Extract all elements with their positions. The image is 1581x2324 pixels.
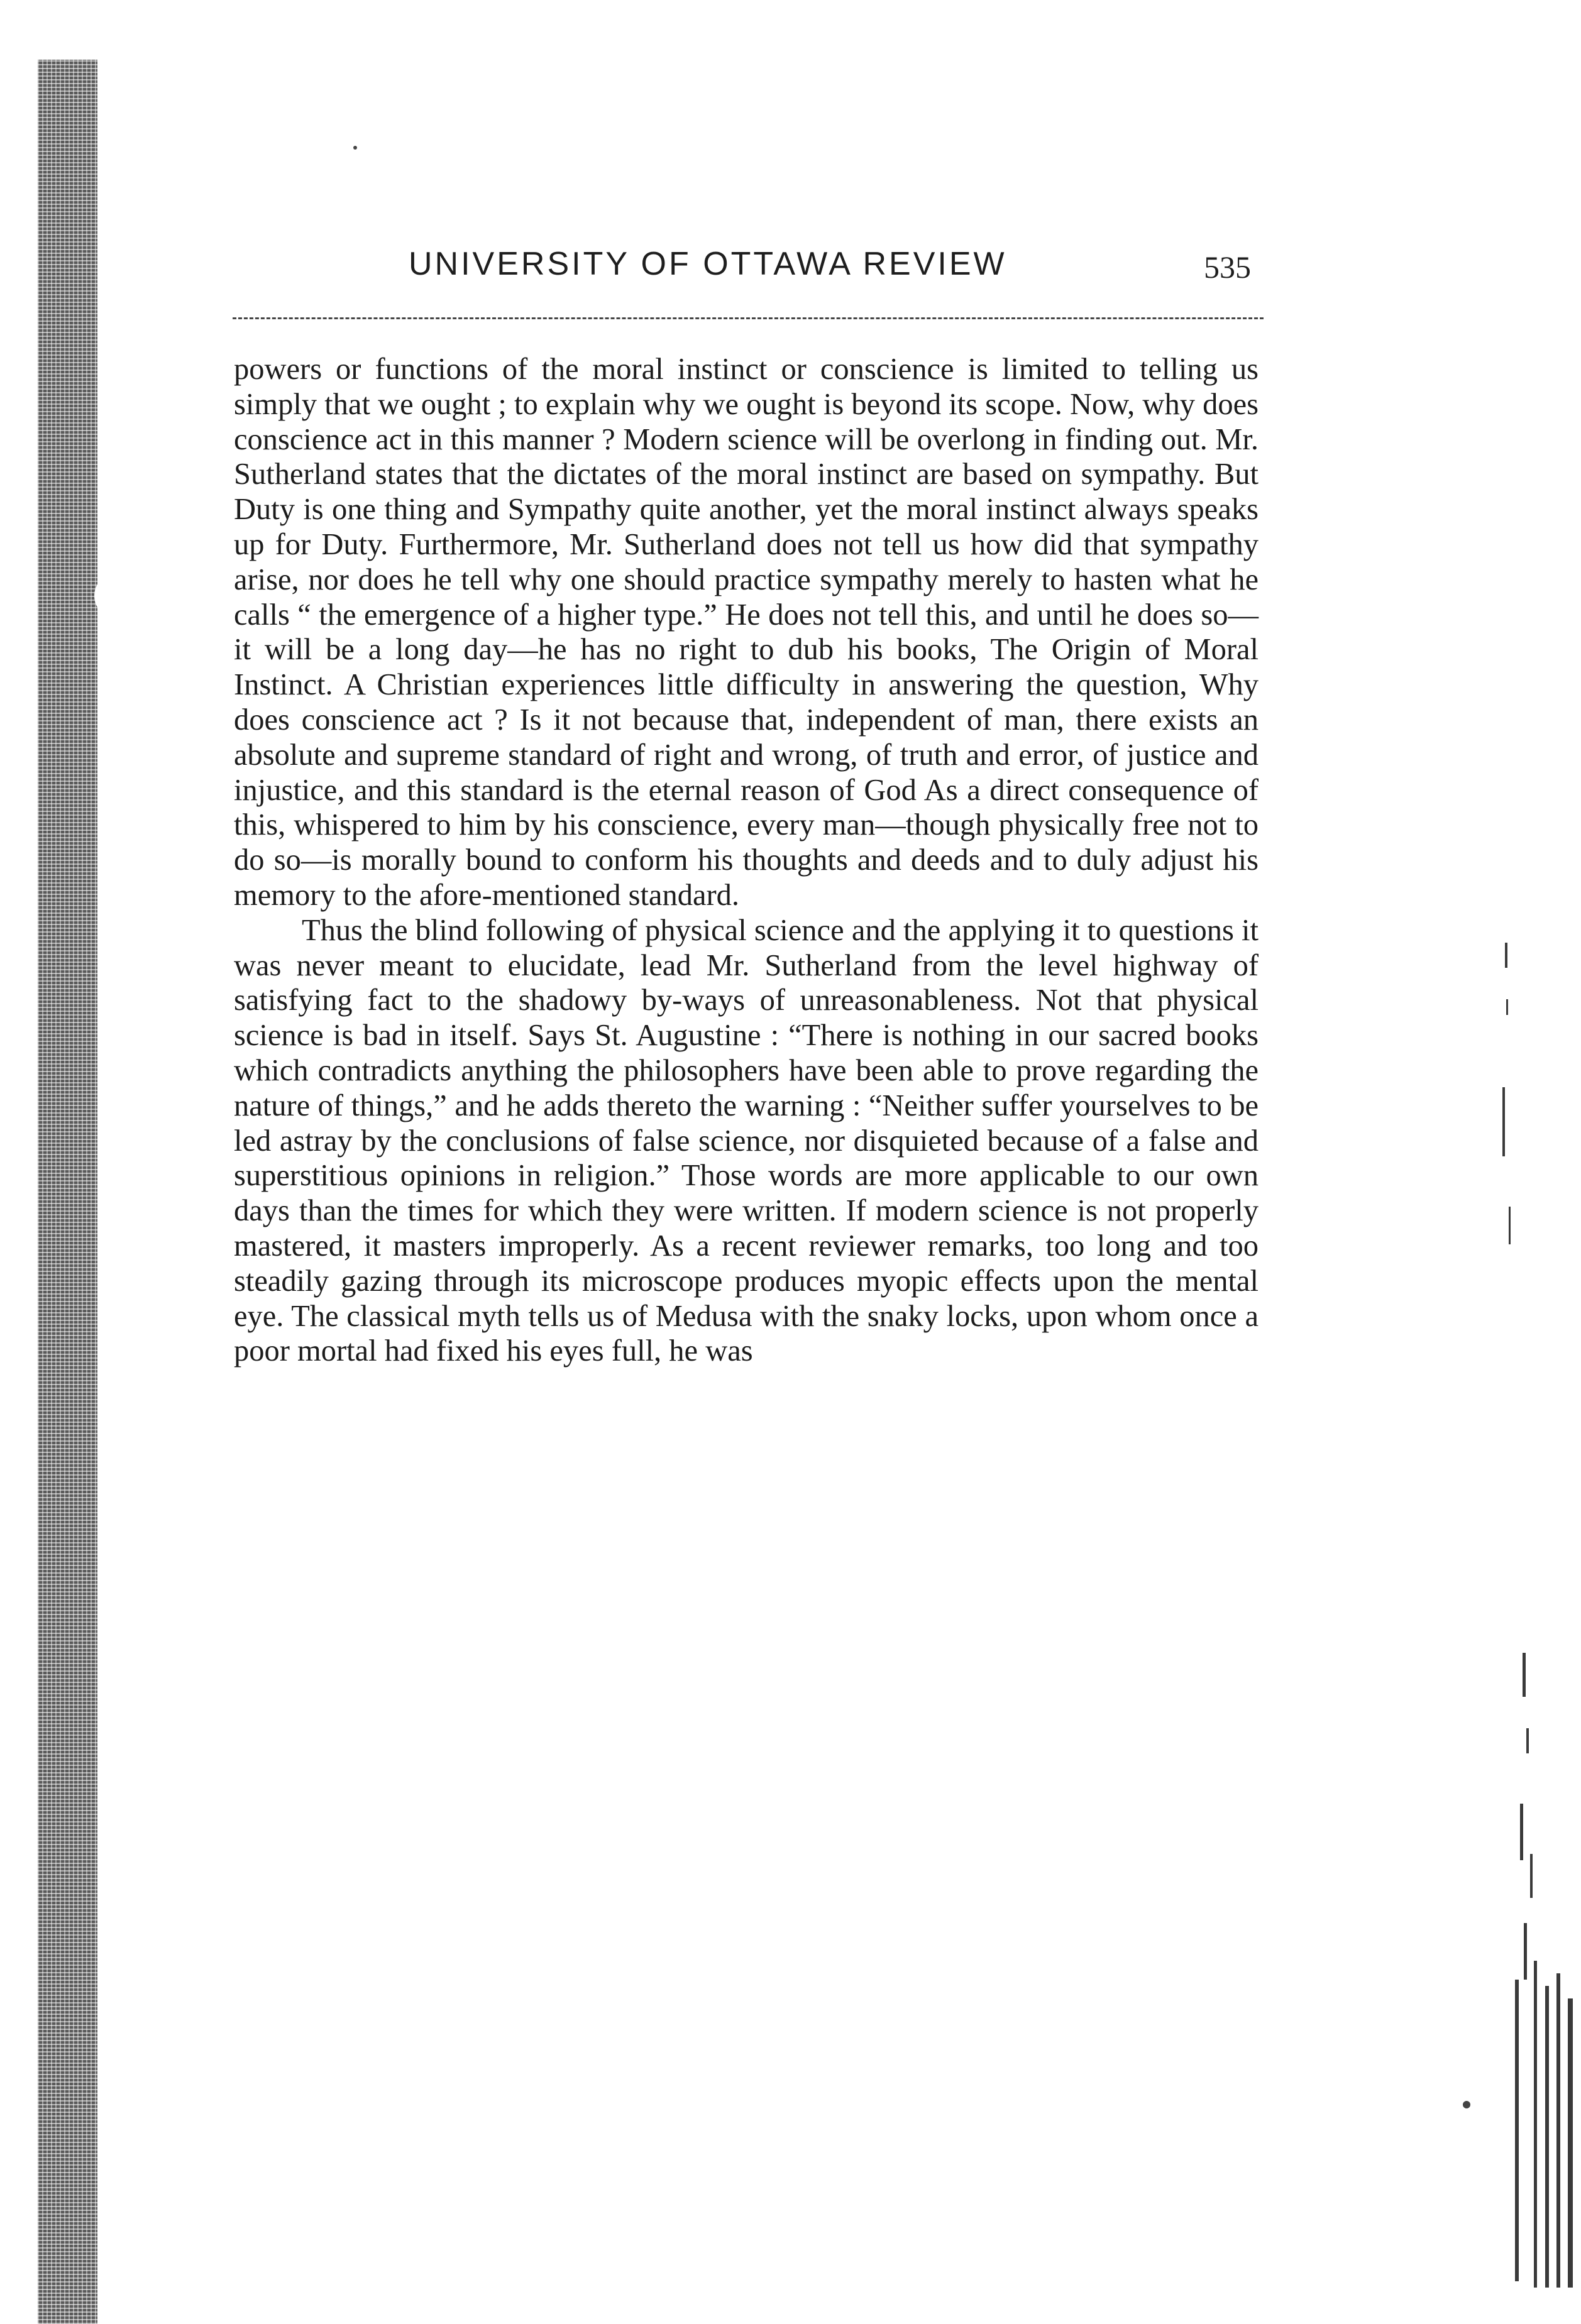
scan-mark xyxy=(1523,1653,1526,1697)
scan-mark xyxy=(1502,1087,1505,1156)
scan-mark xyxy=(1526,1728,1529,1753)
scan-mark xyxy=(1506,999,1508,1015)
scan-mark xyxy=(1520,1804,1523,1860)
scan-mark xyxy=(1556,1973,1560,2288)
scan-mark xyxy=(1534,1961,1537,2288)
scan-mark xyxy=(1524,1923,1527,1980)
scan-mark xyxy=(1545,1986,1549,2288)
running-title: UNIVERSITY OF OTTAWA REVIEW xyxy=(409,246,1007,282)
stray-mark xyxy=(353,146,357,150)
scan-mark xyxy=(1530,1854,1533,1898)
scan-mark xyxy=(1505,943,1507,968)
scanned-binding-edge xyxy=(38,60,97,2324)
binding-notch xyxy=(94,577,124,615)
page-number: 535 xyxy=(1204,249,1251,285)
scan-mark xyxy=(1509,1207,1511,1244)
header-rule xyxy=(233,317,1264,319)
body-text xyxy=(234,352,1259,1369)
paragraph: powers or functions of the moral instinct or conscience is limited to telling us simply that we ought ; to explain why we ought is beyond its scope. Now, why does conscience act in this manner ? Modern science will be overlong in finding out. Mr. Sutherland states that the dictates of the moral instinct are based on sympathy. But Duty is one thing and Sympathy quite another, yet the moral instinct always speaks up for Duty. Furthermore, Mr. Sutherland does not tell us how did that sympathy arise, nor does he tell why one should practice sympathy merely to hasten what he calls “ the emergence of a higher type.” He does not tell this, and until he does so—it will be a long day—he has no right to dub his books, The Origin of Moral Instinct. A Christian experiences little difficulty in answering the question, Why does conscience act ? Is it not because that, independent of man, there exists an absolute and supreme standard of right and wrong, of truth and error, of justice and injustice, and this standard is the eternal reason of God As a direct consequence of this, whispered to him by his conscience, every man—though physically free not to do so—is morally bound to conform his thoughts and deeds and to duly adjust his memory to the afore-mentioned standard. xyxy=(234,353,1259,912)
scan-artifacts xyxy=(1465,943,1581,2294)
paragraph: Thus the blind following of physical science and the applying it to questions it was never meant to elucidate, lead Mr. Sutherland from the level highway of satisfying fact to the shadowy by-ways of unreasonableness. Not that physical science is bad in itself. Says St. Augustine : “There is nothing in our sacred books which contradicts anything the philosophers have been able to prove regarding the nature of things,” and he adds thereto the warning : “Neither suffer yourselves to be led astray by the conclusions of false science, nor disquieted because of a false and superstitious opinions in religion.” Those words are more applicable to our own days than the times for which they were written. If modern science is not properly mastered, it masters improperly. As a recent reviewer remarks, too long and too steadily gazing through its microscope produces myopic effects upon the mental eye. The classical myth tells us of Medusa with the snaky locks, upon whom once a poor mortal had fixed his eyes full, he was xyxy=(234,913,1259,1368)
page-header xyxy=(409,245,1251,295)
scan-mark xyxy=(1568,1998,1573,2288)
scan-mark xyxy=(1515,1980,1519,2281)
